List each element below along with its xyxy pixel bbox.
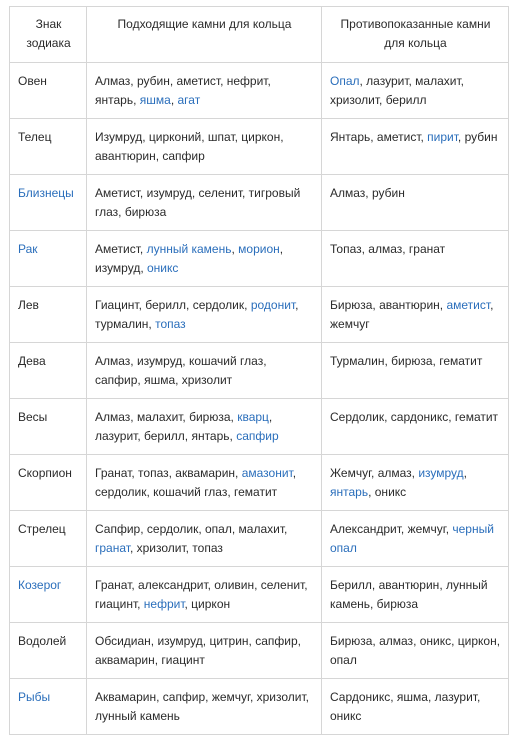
suitable-stones-cell (87, 455, 322, 511)
suitable-stones-cell (87, 175, 322, 231)
table-row (10, 119, 509, 175)
contraindicated-stones-cell (322, 63, 509, 119)
header-contraindicated: Противопоказанные камни для кольца (322, 7, 509, 63)
stone-text: , жемчуг (330, 298, 494, 331)
stone-text: Гранат, топаз, аквамарин, (95, 466, 242, 480)
stone-link[interactable]: Опал (330, 74, 360, 88)
contraindicated-stones-cell (322, 231, 509, 287)
suitable-stones-cell (87, 399, 322, 455)
stone-text: Аметист, (95, 242, 147, 256)
zodiac-stones-table (9, 6, 509, 735)
contraindicated-stones-cell (322, 287, 509, 343)
stone-link[interactable]: кварц (237, 410, 269, 424)
stone-text: , оникс (368, 485, 407, 499)
stone-link[interactable]: родонит (250, 298, 296, 312)
contraindicated-stones-cell (322, 511, 509, 567)
stone-link[interactable]: сапфир (236, 429, 279, 443)
zodiac-sign-cell[interactable]: Рыбы (10, 679, 87, 735)
stone-text: , (231, 242, 239, 256)
stone-text: , циркон (184, 597, 231, 611)
stone-text: , рубин (457, 130, 498, 144)
stone-text: Гранат, александрит, оливин, селенит, гиацинт, (95, 578, 308, 611)
stone-text: Обсидиан, изумруд, цитрин, сапфир, аквамарин, гиацинт (95, 634, 301, 667)
table-body (10, 63, 509, 735)
suitable-stones-cell (87, 679, 322, 735)
stone-link[interactable]: оникс (147, 261, 179, 275)
table-row (10, 399, 509, 455)
table-row (10, 175, 509, 231)
stone-link[interactable]: черный опал (330, 522, 494, 555)
zodiac-sign-cell[interactable]: Близнецы (10, 175, 87, 231)
contraindicated-stones-cell (322, 175, 509, 231)
table-row (10, 567, 509, 623)
stone-text: Изумруд, цирконий, шпат, циркон, авантюрин, сапфир (95, 130, 284, 163)
stone-text: , лазурит, малахит, хризолит, берилл (330, 74, 464, 107)
stone-text: , (170, 93, 178, 107)
suitable-stones-cell (87, 343, 322, 399)
header-suitable: Подходящие камни для кольца (87, 7, 322, 63)
contraindicated-stones-cell (322, 119, 509, 175)
stone-text: Алмаз, изумруд, кошачий глаз, сапфир, яшма, хризолит (95, 354, 267, 387)
stone-link[interactable]: гранат (95, 541, 130, 555)
stone-text: Янтарь, аметист, (330, 130, 428, 144)
stone-text: Сапфир, сердолик, опал, малахит, (95, 522, 288, 536)
stone-link[interactable]: изумруд (418, 466, 464, 480)
stone-text: , (463, 466, 467, 480)
stone-link[interactable]: лунный камень (146, 242, 232, 256)
stone-link[interactable]: яшма (139, 93, 171, 107)
stone-link[interactable]: пирит (427, 130, 458, 144)
suitable-stones-cell (87, 567, 322, 623)
stone-text: Бирюза, алмаз, оникс, циркон, опал (330, 634, 501, 667)
stone-text: Алмаз, рубин (330, 186, 405, 200)
stone-link[interactable]: топаз (155, 317, 186, 331)
stone-text: Сердолик, сардоникс, гематит (330, 410, 499, 424)
stone-text: Аквамарин, сапфир, жемчуг, хризолит, лунный камень (95, 690, 309, 723)
stone-text: Топаз, алмаз, гранат (330, 242, 446, 256)
stone-text: Бирюза, авантюрин, (330, 298, 447, 312)
zodiac-sign-cell: Весы (10, 399, 87, 455)
suitable-stones-cell (87, 511, 322, 567)
suitable-stones-cell (87, 231, 322, 287)
stone-text: , хризолит, топаз (129, 541, 223, 555)
zodiac-sign-cell: Дева (10, 343, 87, 399)
stone-link[interactable]: морион (238, 242, 280, 256)
stone-text: Турмалин, бирюза, гематит (330, 354, 483, 368)
stone-text: Жемчуг, алмаз, (330, 466, 419, 480)
stone-text: , турмалин, (95, 298, 299, 331)
suitable-stones-cell (87, 623, 322, 679)
stone-text: Александрит, жемчуг, (330, 522, 453, 536)
stone-link[interactable]: янтарь (330, 485, 369, 499)
contraindicated-stones-cell (322, 455, 509, 511)
table-row (10, 679, 509, 735)
header-sign: Знак зодиака (10, 7, 87, 63)
zodiac-sign-cell[interactable]: Рак (10, 231, 87, 287)
table-row (10, 511, 509, 567)
contraindicated-stones-cell (322, 679, 509, 735)
stone-link[interactable]: нефрит (143, 597, 185, 611)
table-row (10, 231, 509, 287)
table-row (10, 63, 509, 119)
stone-link[interactable]: аметист (446, 298, 491, 312)
zodiac-sign-cell: Телец (10, 119, 87, 175)
zodiac-sign-cell: Лев (10, 287, 87, 343)
stone-text: , лазурит, берилл, янтарь, (95, 410, 273, 443)
zodiac-sign-cell: Стрелец (10, 511, 87, 567)
stone-text: Алмаз, рубин, аметист, нефрит, янтарь, (95, 74, 271, 107)
zodiac-sign-cell: Скорпион (10, 455, 87, 511)
zodiac-sign-cell: Овен (10, 63, 87, 119)
stone-text: Аметист, изумруд, селенит, тигровый глаз, бирюза (95, 186, 301, 219)
stone-text: Алмаз, малахит, бирюза, (95, 410, 238, 424)
zodiac-sign-cell[interactable]: Козерог (10, 567, 87, 623)
contraindicated-stones-cell (322, 623, 509, 679)
contraindicated-stones-cell (322, 567, 509, 623)
stone-link[interactable]: агат (177, 93, 201, 107)
contraindicated-stones-cell (322, 399, 509, 455)
stone-text: , сердолик, кошачий глаз, гематит (95, 466, 297, 499)
stone-text: Берилл, авантюрин, лунный камень, бирюза (330, 578, 488, 611)
suitable-stones-cell (87, 287, 322, 343)
table-row (10, 287, 509, 343)
stone-text: Сардоникс, яшма, лазурит, оникс (330, 690, 481, 723)
stone-text: Гиацинт, берилл, сердолик, (95, 298, 251, 312)
contraindicated-stones-cell (322, 343, 509, 399)
table-row (10, 343, 509, 399)
zodiac-sign-cell: Водолей (10, 623, 87, 679)
suitable-stones-cell (87, 119, 322, 175)
table-row (10, 455, 509, 511)
table-header-row (10, 7, 509, 63)
stone-text: , изумруд, (95, 242, 284, 275)
stone-link[interactable]: амазонит (241, 466, 293, 480)
suitable-stones-cell (87, 63, 322, 119)
table-row (10, 623, 509, 679)
